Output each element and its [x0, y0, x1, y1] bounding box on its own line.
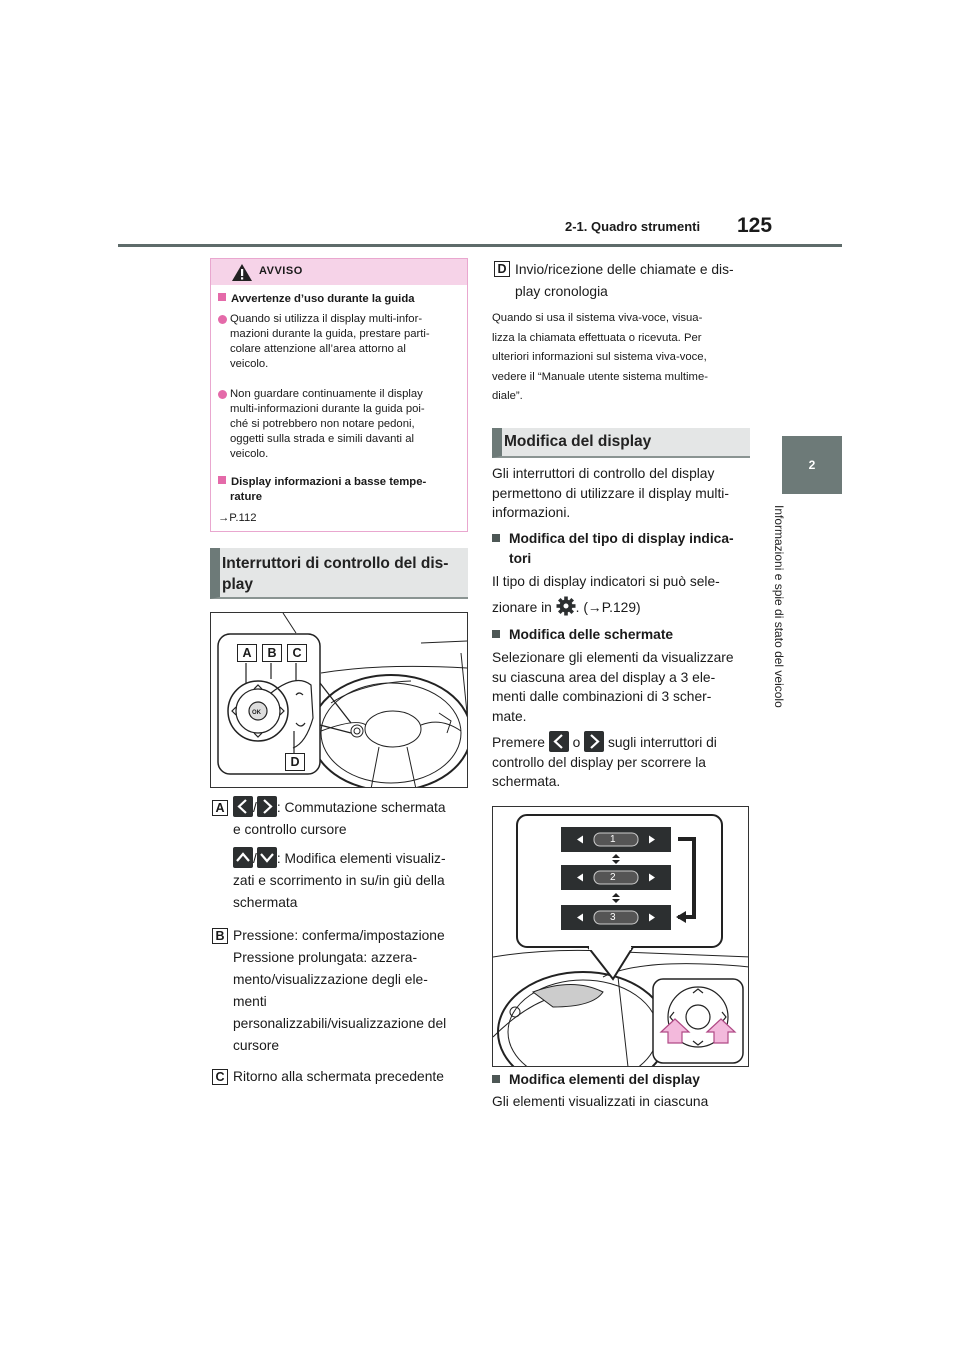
display-intro: Gli interruttori di controllo del display permettono di utilizzare il display multi- informazioni.	[492, 466, 729, 521]
item-label-c: C	[212, 1069, 228, 1085]
right-arrow-icon	[584, 731, 604, 752]
chapter-tab[interactable]	[782, 436, 842, 494]
page-number: 125	[737, 214, 773, 237]
warning-box	[210, 258, 468, 532]
item-d-note: Quando si usa il sistema viva-voce, visua- lizza la chiamata effettuata o ricevuta. Per ulteriori informazioni sul sistema viva-voce, vedere il “Manuale utente sistema multime- diale”.	[492, 312, 708, 403]
warning-reference[interactable]: →P.112	[218, 512, 257, 524]
item-a-description: / : Commutazione schermata e controllo cursore / : Modifica elementi visualiz- zati e scorrimento in su/in giù della schermata	[233, 796, 469, 914]
chapter-label: Informazioni e spie di stato del veicolo	[772, 505, 786, 708]
screen-number-2: 2	[610, 872, 616, 883]
figure-label-b: B	[262, 644, 282, 662]
up-arrow-icon	[233, 847, 253, 868]
chapter-number: 2	[808, 458, 816, 472]
header-rule	[118, 244, 842, 247]
screen-number-3: 3	[610, 912, 616, 923]
scroll-text: Premere o sugli interruttori di controllo del display per scorrere la schermata.	[492, 731, 754, 792]
heading-screens: Modifica delle schermate	[492, 625, 754, 645]
screens-text: Selezionare gli elementi da visualizzare su ciascuna area del display a 3 ele- menti dalle combinazioni di 3 scher- mate.	[492, 650, 734, 724]
figure-label-a: A	[237, 644, 257, 662]
left-arrow-icon	[549, 731, 569, 752]
warning-header	[211, 259, 467, 285]
down-arrow-icon	[257, 847, 277, 868]
ok-button-label: OK	[252, 710, 261, 716]
display-elements-text: Gli elementi visualizzati in ciascuna	[492, 1094, 709, 1109]
warning-heading-2: Display informazioni a basse tempe- rature	[218, 475, 463, 505]
right-arrow-icon	[257, 796, 277, 817]
figure-label-d: D	[285, 753, 305, 771]
display-screens-illustration	[493, 807, 749, 1067]
warning-bullet-2: Non guardare continuamente il display multi-informazioni durante la guida poi- ché si potrebbero non notare pedoni, oggetti sulla strada e simili davanti al veicolo.	[218, 387, 463, 462]
warning-title: AVVISO	[259, 265, 303, 277]
section-title: 2-1. Quadro strumenti	[565, 219, 701, 234]
heading-indicator-type: Modifica del tipo di display indica- tori	[492, 529, 754, 569]
section-heading-display: Modifica del display	[492, 428, 750, 458]
indicator-type-text: Il tipo di display indicatori si può sele- zionare in . (→P.129)	[492, 574, 720, 615]
figure-label-c: C	[287, 644, 307, 662]
item-d-description: Invio/ricezione delle chiamate e dis- play cronologia	[515, 262, 734, 299]
item-label-b: B	[212, 928, 228, 944]
warning-icon	[231, 263, 253, 282]
display-screens-figure	[492, 806, 749, 1067]
steering-wheel-figure	[210, 612, 468, 788]
screen-bars	[561, 827, 671, 930]
screen-number-1: 1	[610, 834, 616, 845]
item-label-a: A	[212, 800, 228, 816]
item-b-description: Pressione: conferma/impostazione Pressione prolungata: azzera- mento/visualizzazione degli ele- menti personalizzabili/visualizzazione del cursore	[233, 928, 447, 1053]
left-arrow-icon	[233, 796, 253, 817]
heading-display-elements: Modifica elementi del display	[492, 1070, 754, 1090]
item-c-description: Ritorno alla schermata precedente	[233, 1069, 444, 1084]
gear-icon	[556, 596, 576, 616]
item-label-d: D	[494, 261, 510, 277]
warning-bullet-1: Quando si utilizza il display multi-infor- mazioni durante la guida, prestare parti- colare attenzione all’area attorno al veicolo.	[218, 312, 463, 372]
section-heading-controls: Interruttori di controllo del dis- play	[210, 548, 468, 599]
steering-wheel-illustration	[211, 613, 468, 788]
warning-heading-1: Avvertenze d’uso durante la guida	[218, 292, 415, 307]
